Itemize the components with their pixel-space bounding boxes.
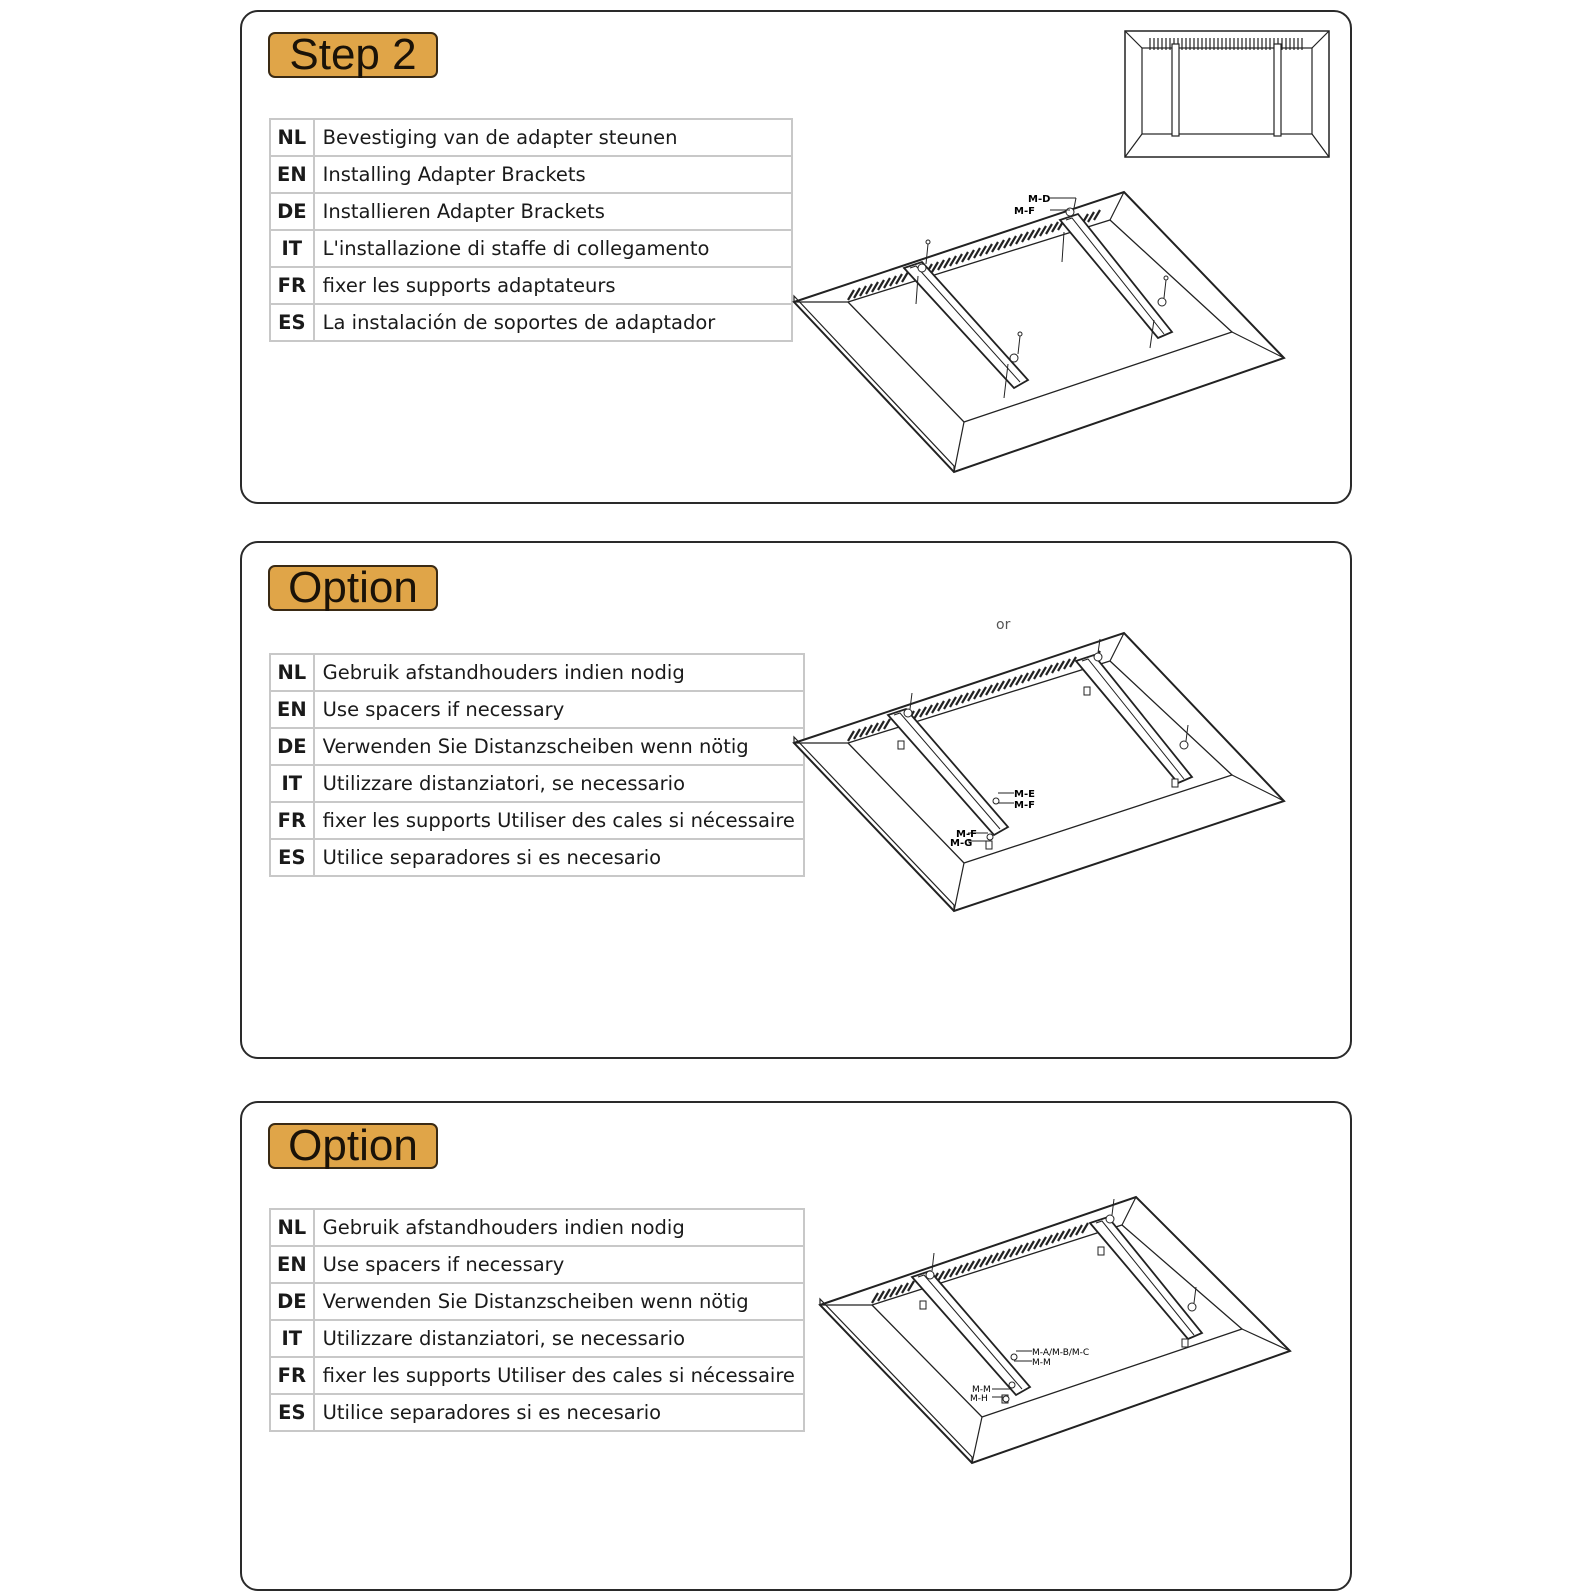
callout-label: M-F [1014,206,1035,217]
instruction-text: Installing Adapter Brackets [314,156,792,193]
instruction-text: Use spacers if necessary [314,691,804,728]
lang-code: NL [270,1209,314,1246]
callout-label: M-M [972,1385,991,1395]
table-row [270,839,804,876]
lang-code: NL [270,119,314,156]
lang-code: EN [270,156,314,193]
instruction-text: La instalación de soportes de adaptador [314,304,792,341]
tv-spacer-diagram-alt [818,1187,1298,1477]
table-row [270,691,804,728]
table-row [270,193,792,230]
instruction-text: Utilice separadores si es necesario [314,839,804,876]
table-row [270,1320,804,1357]
lang-code: DE [270,1283,314,1320]
tv-bracket-diagram [792,180,1292,480]
lang-code: ES [270,839,314,876]
step-badge: Step 2 [268,32,438,78]
lang-code: NL [270,654,314,691]
table-row [270,1246,804,1283]
option-badge: Option [268,565,438,611]
lang-code: ES [270,1394,314,1431]
callout-label: M-A/M-B/M-C [1032,1348,1090,1358]
callout-label: M-F [1014,800,1035,811]
lang-code: IT [270,765,314,802]
tv-back-thumbnail [1124,30,1330,158]
tv-spacer-diagram [792,617,1292,917]
callout-label: M-H [970,1394,988,1404]
instruction-text: Gebruik afstandhouders indien nodig [314,1209,804,1246]
table-row [270,1209,804,1246]
instruction-text: Verwenden Sie Distanzscheiben wenn nötig [314,1283,804,1320]
table-row [270,230,792,267]
table-row [270,654,804,691]
callout-label: M-F [956,829,977,840]
lang-code: DE [270,193,314,230]
instruction-table [269,653,805,877]
instruction-text: L'installazione di staffe di collegamento [314,230,792,267]
option-panel-1 [240,541,1352,1059]
lang-code: FR [270,1357,314,1394]
callout-label: M-M [1032,1358,1051,1368]
lang-code: IT [270,230,314,267]
instruction-text: Utilice separadores si es necesario [314,1394,804,1431]
lang-code: EN [270,691,314,728]
lang-code: ES [270,304,314,341]
table-row [270,765,804,802]
instruction-text: fixer les supports adaptateurs [314,267,792,304]
instruction-text: Gebruik afstandhouders indien nodig [314,654,804,691]
instruction-text: Bevestiging van de adapter steunen [314,119,792,156]
instruction-table [269,1208,805,1432]
table-row [270,1394,804,1431]
table-row [270,728,804,765]
option-badge: Option [268,1123,438,1169]
callout-label: M-D [1028,194,1051,205]
callout-label: M-G [950,838,973,849]
instruction-text: Verwenden Sie Distanzscheiben wenn nötig [314,728,804,765]
lang-code: FR [270,802,314,839]
instruction-text: Utilizzare distanziatori, se necessario [314,765,804,802]
table-row [270,1357,804,1394]
table-row [270,1283,804,1320]
lang-code: IT [270,1320,314,1357]
table-row [270,267,792,304]
instruction-table [269,118,793,342]
instruction-text: fixer les supports Utiliser des cales si nécessaire [314,802,804,839]
lang-code: DE [270,728,314,765]
instruction-text: fixer les supports Utiliser des cales si nécessaire [314,1357,804,1394]
instruction-text: Use spacers if necessary [314,1246,804,1283]
table-row [270,156,792,193]
option-panel-2 [240,1101,1352,1591]
table-row [270,802,804,839]
lang-code: FR [270,267,314,304]
step-2-panel [240,10,1352,504]
table-row [270,304,792,341]
instruction-text: Installieren Adapter Brackets [314,193,792,230]
or-label: or [996,617,1011,633]
instruction-text: Utilizzare distanziatori, se necessario [314,1320,804,1357]
table-row [270,119,792,156]
lang-code: EN [270,1246,314,1283]
callout-label: M-E [1014,789,1035,800]
